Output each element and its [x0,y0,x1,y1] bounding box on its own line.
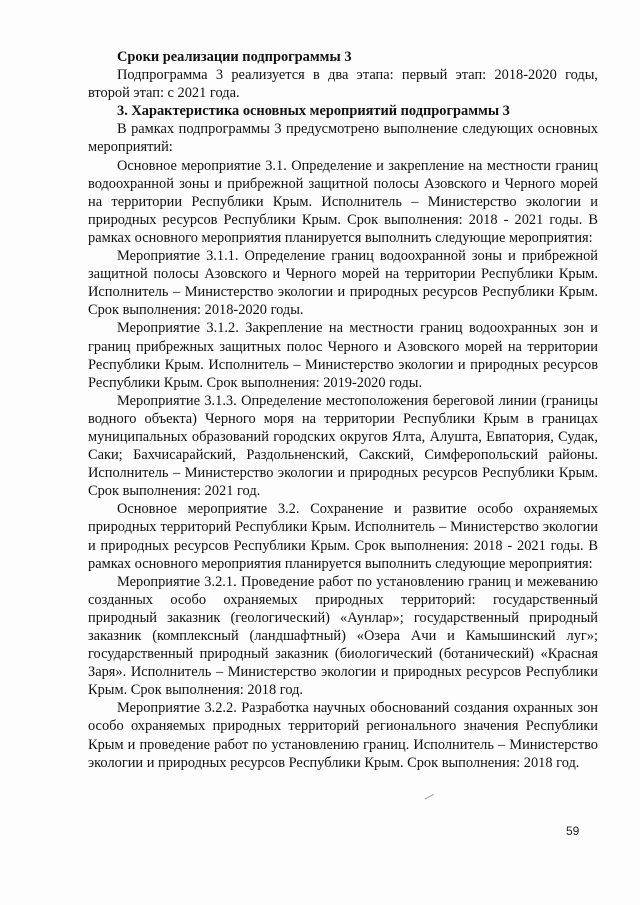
document-body [88,48,598,772]
page-number: 59 [566,824,580,838]
paragraph: В рамках подпрограммы 3 предусмотрено выполнение следующих основных мероприятий: [88,121,598,156]
paragraph: Основное мероприятие 3.1. Определение и закрепление на местности границ водоохранной зоны и прибрежной защитной полосы Азовского и Черного морей на территории Республики Крым. Исполнитель – Министерство экологии и природных ресурсов Республики Крым. Срок выполнения: 2018 - 2021 годы. В рамках основного мероприятия планируется выполнить следующие мероприятия: [88,157,598,246]
paragraph: Основное мероприятие 3.2. Сохранение и развитие особо охраняемых природных территорий Республики Крым. Исполнитель – Министерство экологии и природных ресурсов Республики Крым. Срок выполнения: 2018 - 2021 годы. В рамках основного мероприятия планируется выполнить следующие мероприятия: [88,501,598,572]
scan-artifact [425,794,436,802]
paragraph: Мероприятие 3.1.3. Определение местоположения береговой линии (границы водного объекта) Черного моря на территории Республики Крым в границах муниципальных образований городских округов Ялта, Алушта, Евпатория, Судак, Саки; Бахчисарайский, Раздольненский, Сакский, Симферопольский районы. Исполнитель – Министерство экологии и природных ресурсов Республики Крым. Срок выполнения: 2021 год. [88,392,598,500]
paragraph: Мероприятие 3.1.1. Определение границ водоохранной зоны и прибрежной защитной полосы Азовского и Черного морей на территории Республики Крым. Исполнитель – Министерство экологии и природных ресурсов Республики Крым. Срок выполнения: 2018-2020 годы. [88,248,598,319]
paragraph: Мероприятие 3.2.2. Разработка научных обоснований создания охранных зон особо охраняемых природных территорий регионального значения Республики Крым и проведение работ по установлению границ. Исполнитель – Министерство экологии и природных ресурсов Республики Крым. Срок выполнения: 2018 год. [88,700,598,771]
paragraph: Мероприятие 3.2.1. Проведение работ по установлению границ и межеванию созданных особо охраняемых природных территорий: государственный природный заказник (геологический) «Аунлар»; государственный природный заказник (комплексный (ландшафтный) «Озера Ачи и Камышинский луг»; государственный природный заказник (биологический (ботанический) «Красная Заря». Исполнитель – Министерство экологии и природных ресурсов Республики Крым. Срок выполнения: 2018 год. [88,573,598,699]
paragraph: Мероприятие 3.1.2. Закрепление на местности границ водоохранных зон и границ прибрежных защитных полос Черного и Азовского морей на территории Республики Крым. Исполнитель – Министерство экологии и природных ресурсов Республики Крым. Срок выполнения: 2019-2020 годы. [88,320,598,391]
section-heading-main-activities: 3. Характеристика основных мероприятий подпрограммы 3 [117,103,510,120]
paragraph: Подпрограмма 3 реализуется в два этапа: первый этап: 2018-2020 годы, второй этап: с 2021 года. [88,67,598,102]
section-heading-implementation-terms: Сроки реализации подпрограммы 3 [117,49,352,65]
